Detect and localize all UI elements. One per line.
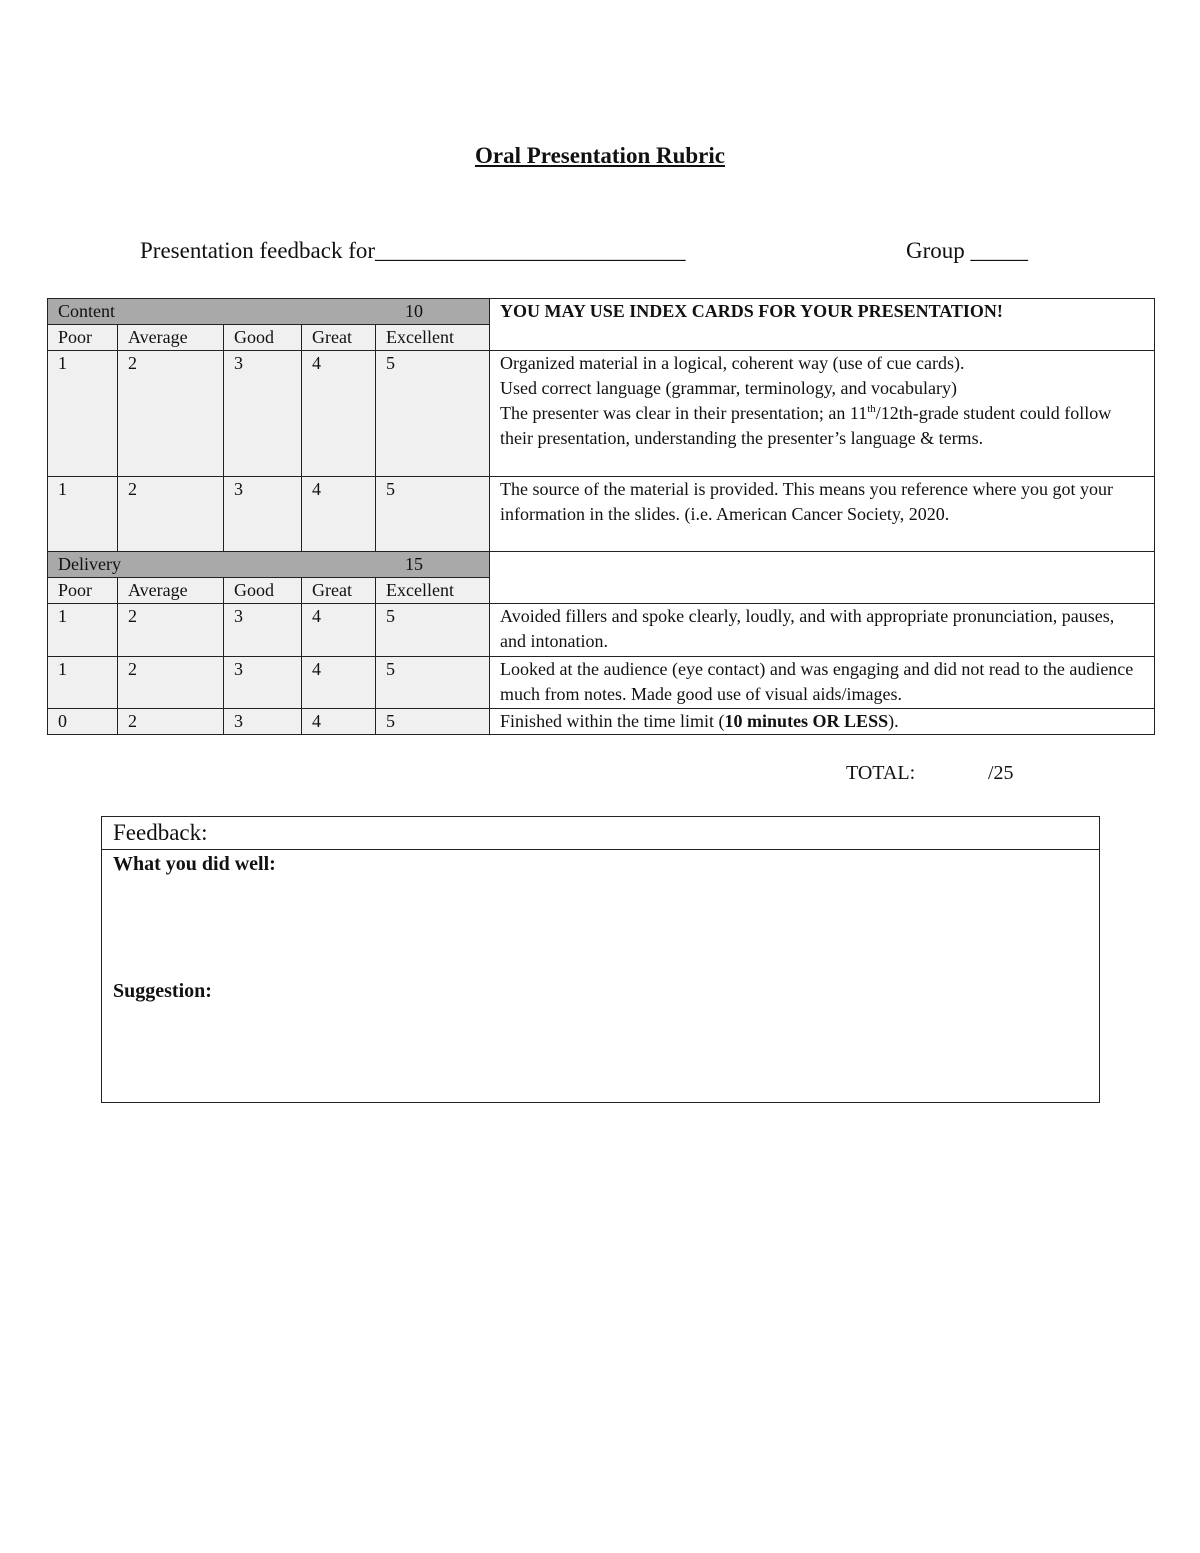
content-section-label bbox=[48, 299, 490, 325]
delivery-section-header bbox=[48, 552, 1155, 578]
score-cell: 5 bbox=[376, 477, 490, 552]
table-row bbox=[48, 709, 1155, 735]
index-cards-note: YOU MAY USE INDEX CARDS FOR YOUR PRESENTATION! bbox=[490, 299, 1155, 351]
score-cell: 3 bbox=[224, 604, 302, 657]
feedback-header bbox=[102, 817, 1099, 850]
table-row bbox=[48, 477, 1155, 552]
score-cell: 4 bbox=[302, 604, 376, 657]
score-cell: 4 bbox=[302, 709, 376, 735]
score-cell: 5 bbox=[376, 604, 490, 657]
score-cell: 4 bbox=[302, 477, 376, 552]
score-cell: 1 bbox=[48, 351, 118, 477]
criterion-description bbox=[490, 351, 1155, 477]
score-cell: 4 bbox=[302, 351, 376, 477]
content-label: Content bbox=[58, 301, 115, 321]
score-cell: 4 bbox=[302, 657, 376, 709]
level-great: Great bbox=[302, 325, 376, 351]
criterion-line: Used correct language (grammar, terminology, and vocabulary) bbox=[500, 378, 957, 398]
score-cell: 2 bbox=[118, 604, 224, 657]
criterion-line bbox=[500, 401, 1144, 451]
level-poor: Poor bbox=[48, 578, 118, 604]
table-row bbox=[48, 604, 1155, 657]
criterion-text: ). bbox=[888, 711, 899, 731]
level-excellent: Excellent bbox=[376, 325, 490, 351]
criterion-line: Organized material in a logical, coherent way (use of cue cards). bbox=[500, 353, 965, 373]
score-cell: 1 bbox=[48, 477, 118, 552]
score-cell: 3 bbox=[224, 657, 302, 709]
score-cell: 5 bbox=[376, 657, 490, 709]
criterion-description: The source of the material is provided. This means you reference where you got your information in the slides. (i.e. American Cancer Society, 2020. bbox=[490, 477, 1155, 552]
score-cell: 3 bbox=[224, 477, 302, 552]
level-average: Average bbox=[118, 578, 224, 604]
level-good: Good bbox=[224, 325, 302, 351]
suggestion-label: Suggestion: bbox=[113, 980, 212, 1002]
presentation-feedback-for-line: Presentation feedback for___________________________ bbox=[140, 238, 686, 263]
delivery-points: 15 bbox=[405, 554, 424, 574]
content-section-header bbox=[48, 299, 1155, 325]
rubric-table bbox=[47, 298, 1155, 735]
score-cell: 1 bbox=[48, 657, 118, 709]
criterion-text: /12th-grade student could follow their presentation, understanding the presenter’s language & terms. bbox=[500, 403, 1112, 448]
feedback-title: Feedback: bbox=[113, 820, 208, 845]
feedback-box bbox=[101, 816, 1100, 1103]
level-great: Great bbox=[302, 578, 376, 604]
criterion-description bbox=[490, 709, 1155, 735]
score-cell: 2 bbox=[118, 709, 224, 735]
what-you-did-well-label: What you did well: bbox=[113, 853, 276, 875]
table-row bbox=[48, 351, 1155, 477]
level-good: Good bbox=[224, 578, 302, 604]
score-cell: 3 bbox=[224, 709, 302, 735]
criterion-description: Looked at the audience (eye contact) and was engaging and did not read to the audience much from notes. Made good use of visual aids/images. bbox=[490, 657, 1155, 709]
level-excellent: Excellent bbox=[376, 578, 490, 604]
score-cell: 5 bbox=[376, 351, 490, 477]
empty-cell bbox=[490, 552, 1155, 604]
delivery-section-label bbox=[48, 552, 490, 578]
level-poor: Poor bbox=[48, 325, 118, 351]
ordinal-superscript: th bbox=[867, 403, 876, 415]
level-average: Average bbox=[118, 325, 224, 351]
total-label: TOTAL: bbox=[846, 762, 916, 784]
group-line: Group _____ bbox=[906, 238, 1029, 263]
criterion-description: Avoided fillers and spoke clearly, loudly, and with appropriate pronunciation, pauses, and intonation. bbox=[490, 604, 1155, 657]
delivery-label: Delivery bbox=[58, 554, 121, 574]
page-title: Oral Presentation Rubric bbox=[475, 143, 725, 168]
time-limit-emphasis: 10 minutes OR LESS bbox=[724, 711, 889, 731]
table-row bbox=[48, 657, 1155, 709]
criterion-text: The presenter was clear in their presentation; an 11 bbox=[500, 403, 868, 423]
score-cell: 2 bbox=[118, 477, 224, 552]
score-cell: 5 bbox=[376, 709, 490, 735]
content-points: 10 bbox=[405, 301, 424, 321]
score-cell: 1 bbox=[48, 604, 118, 657]
criterion-text: Finished within the time limit ( bbox=[500, 711, 725, 731]
score-cell: 2 bbox=[118, 657, 224, 709]
score-cell: 3 bbox=[224, 351, 302, 477]
total-value: /25 bbox=[988, 762, 1014, 784]
score-cell: 2 bbox=[118, 351, 224, 477]
score-cell: 0 bbox=[48, 709, 118, 735]
